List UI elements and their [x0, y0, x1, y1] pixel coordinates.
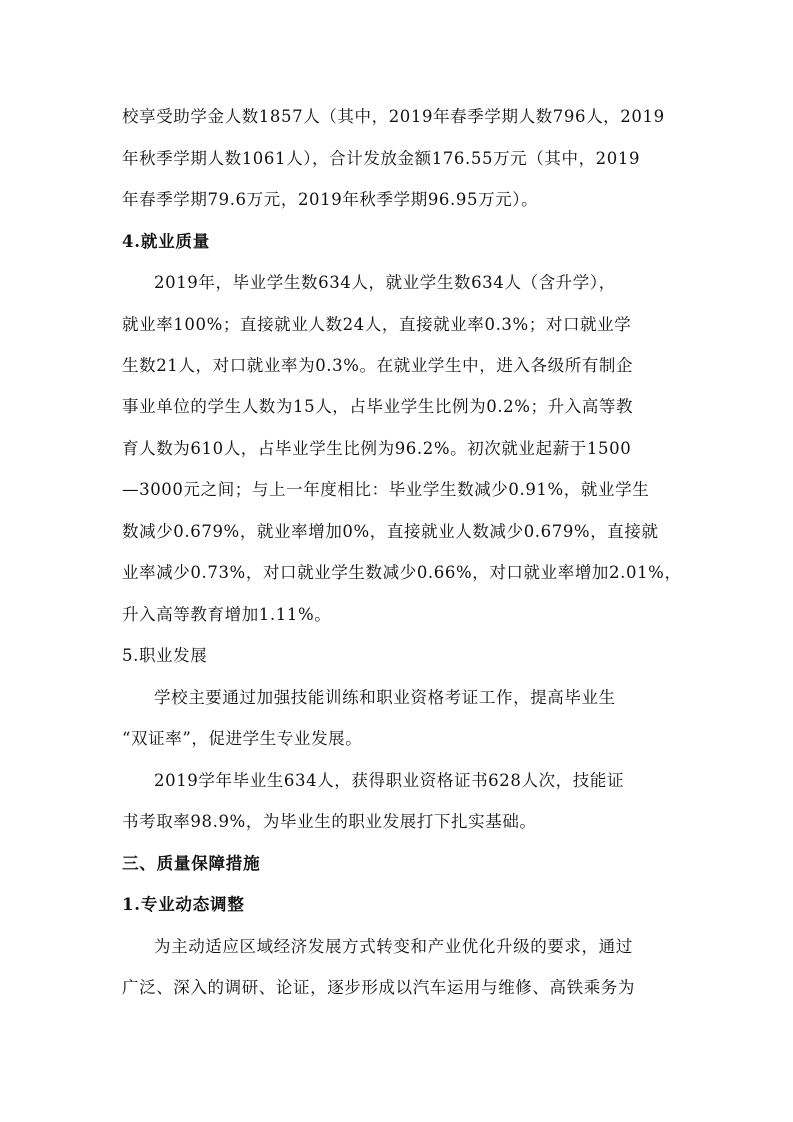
- paragraph-line: 为主动适应区域经济发展方式转变和产业优化升级的要求，通过: [154, 937, 633, 956]
- paragraph-line: 年春季学期79.6万元，2019年秋季学期96.95万元）。: [122, 190, 539, 209]
- paragraph-line: —3000元之间；与上一年度相比：毕业学生数减少0.91%，就业学生: [122, 480, 650, 499]
- paragraph-line: 生数21人，对口就业率为0.3%。在就业学生中，进入各级所有制企: [122, 356, 634, 375]
- paragraph-line: 就业率100%；直接就业人数24人，直接就业率0.3%；对口就业学: [122, 315, 632, 334]
- subsection-heading-program-adjustment: 1.专业动态调整: [122, 895, 245, 914]
- paragraph-line: 育人数为610人，占毕业学生比例为96.2%。初次就业起薪于1500: [122, 439, 632, 458]
- paragraph-line: 事业单位的学生人数为15人，占毕业学生比例为0.2%；升入高等教: [122, 397, 634, 416]
- paragraph-line: 数减少0.679%，就业率增加0%，直接就业人数减少0.679%，直接就: [122, 522, 659, 541]
- paragraph-line: 升入高等教育增加1.11%。: [122, 605, 332, 624]
- section-heading-employment-quality: 4.就业质量: [122, 232, 211, 251]
- paragraph-line: 2019学年毕业生634人，获得职业资格证书628人次，技能证: [154, 771, 625, 790]
- paragraph-line: 广泛、深入的调研、论证，逐步形成以汽车运用与维修、高铁乘务为: [122, 978, 635, 997]
- section-heading-quality-assurance: 三、质量保障措施: [122, 854, 261, 873]
- paragraph-line: 业率减少0.73%，对口就业学生数减少0.66%，对口就业率增加2.01%，: [122, 563, 682, 582]
- paragraph-line: 校享受助学金人数1857人（其中，2019年春季学期人数796人，2019: [122, 107, 665, 126]
- paragraph-line: 2019年，毕业学生数634人，就业学生数634人（含升学），: [154, 273, 616, 292]
- paragraph-line: 学校主要通过加强技能训练和职业资格考证工作，提高毕业生: [154, 688, 616, 707]
- section-heading-career-development: 5.职业发展: [122, 646, 208, 665]
- paragraph-line: 书考取率98.9%，为毕业生的职业发展打下扎实基础。: [122, 812, 537, 831]
- paragraph-line: “双证率”，促进学生专业发展。: [122, 729, 363, 748]
- paragraph-line: 年秋季学期人数1061人），合计发放金额176.55万元（其中，2019: [122, 149, 641, 168]
